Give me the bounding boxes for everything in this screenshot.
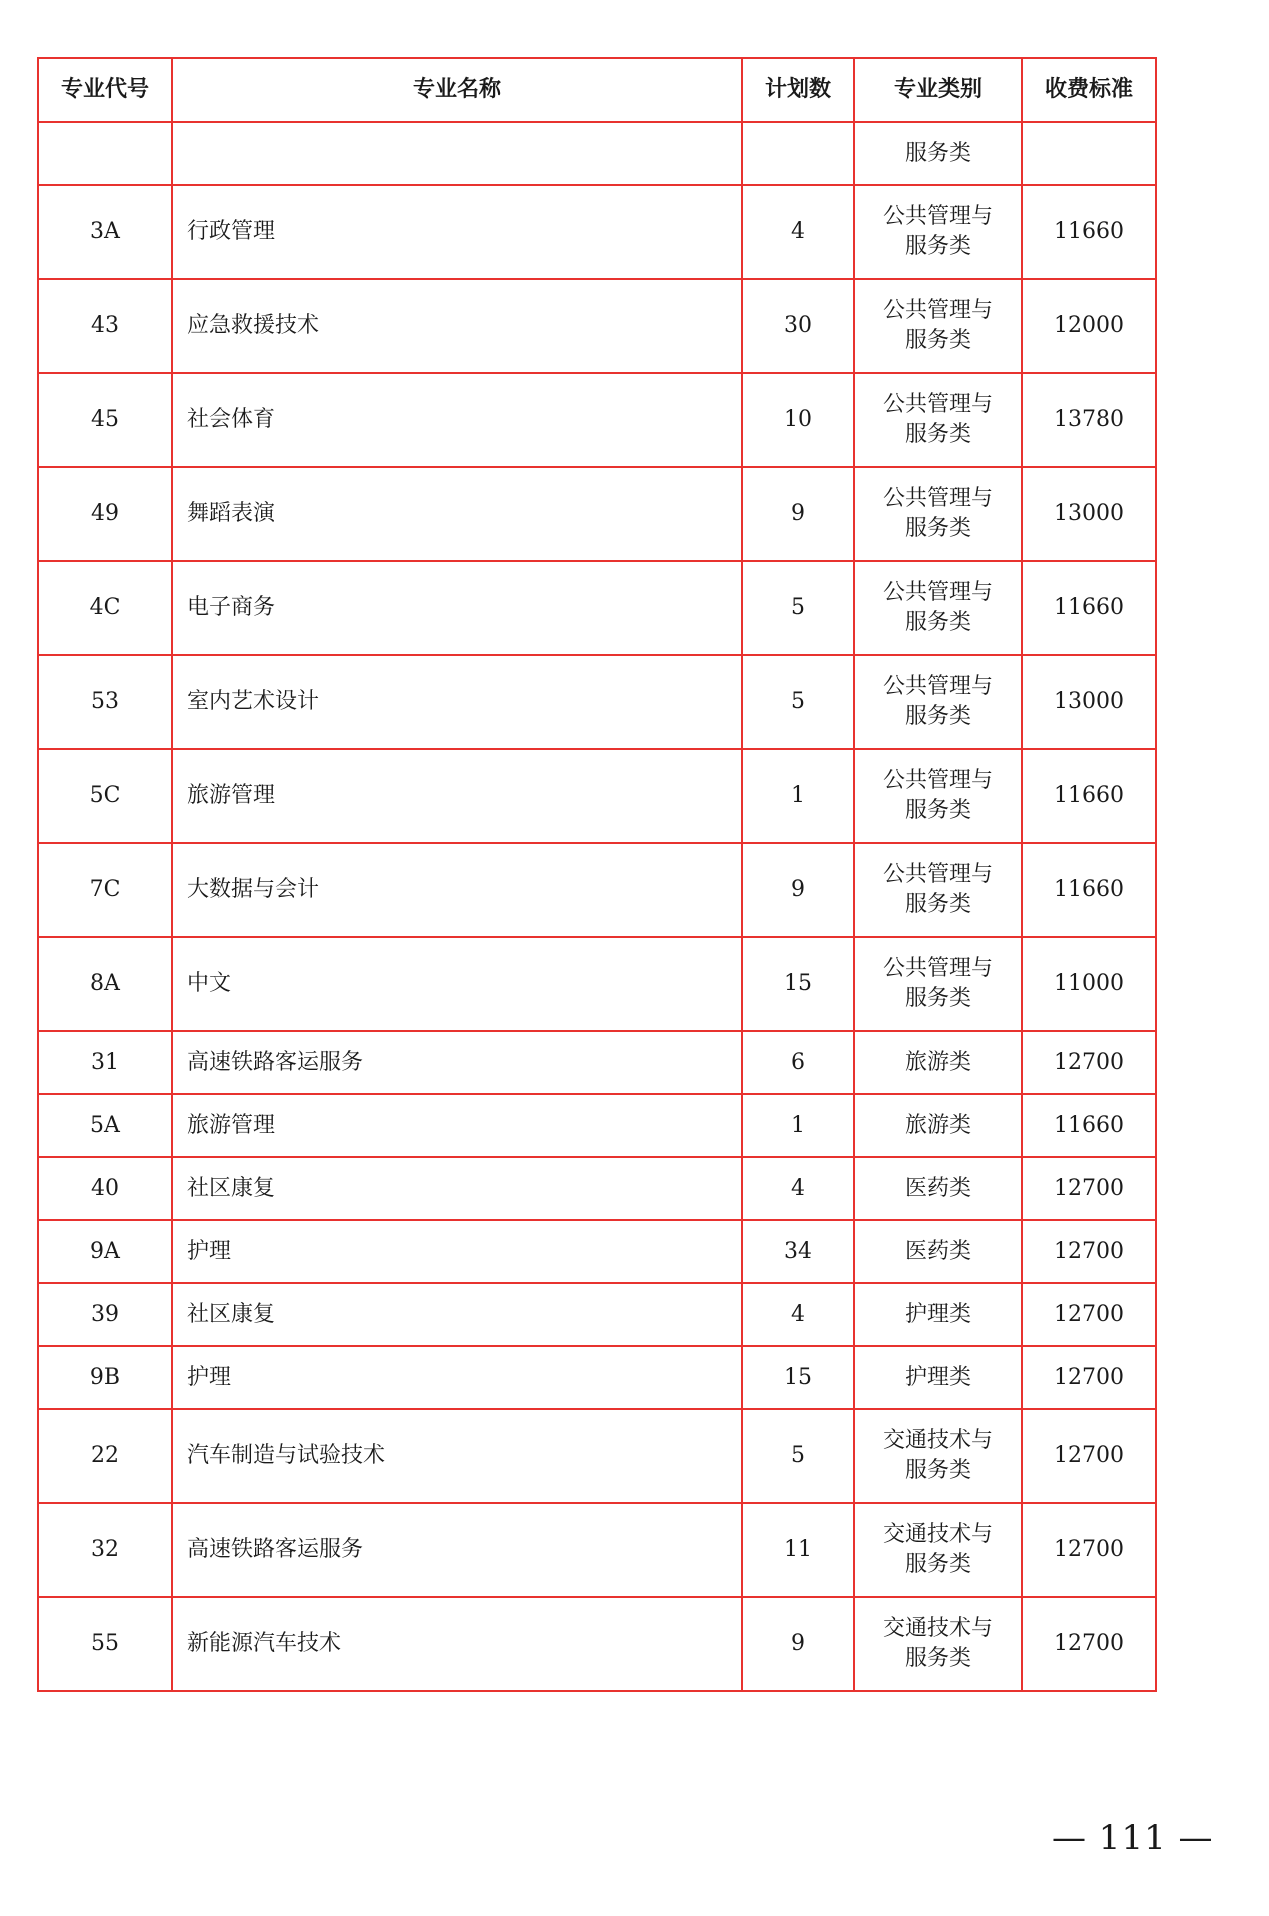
cell-category (854, 185, 1022, 279)
cell-code: 53 (38, 655, 172, 749)
cell-category (854, 749, 1022, 843)
cell-plan: 34 (742, 1220, 854, 1283)
cell-plan: 4 (742, 1157, 854, 1220)
table-row (38, 122, 1156, 185)
cell-code: 43 (38, 279, 172, 373)
category-line: 交通技术与 (882, 1522, 993, 1547)
category-line: 护理类 (904, 1301, 971, 1327)
category-line: 医药类 (904, 1238, 971, 1264)
category-line: 公共管理与 (882, 392, 993, 417)
category-line: 公共管理与 (882, 298, 993, 323)
table-row (38, 1031, 1156, 1094)
cell-name: 室内艺术设计 (172, 655, 742, 749)
cell-name: 应急救援技术 (172, 279, 742, 373)
cell-name: 旅游管理 (172, 749, 742, 843)
category-line: 服务类 (904, 1552, 971, 1577)
cell-plan (742, 122, 854, 185)
cell-category (854, 561, 1022, 655)
cell-plan: 9 (742, 843, 854, 937)
table-row (38, 1597, 1156, 1691)
cell-category (854, 1409, 1022, 1503)
table-row (38, 655, 1156, 749)
cell-fee: 12700 (1022, 1283, 1156, 1346)
table-row (38, 1409, 1156, 1503)
header-category: 专业类别 (854, 58, 1022, 122)
cell-plan: 5 (742, 1409, 854, 1503)
cell-fee: 12700 (1022, 1597, 1156, 1691)
category-line: 服务类 (904, 704, 971, 729)
cell-plan: 5 (742, 561, 854, 655)
header-code: 专业代号 (38, 58, 172, 122)
table-row (38, 1283, 1156, 1346)
cell-name: 社区康复 (172, 1283, 742, 1346)
cell-name: 新能源汽车技术 (172, 1597, 742, 1691)
category-line: 服务类 (904, 986, 971, 1011)
cell-category (854, 467, 1022, 561)
category-line: 旅游类 (904, 1049, 971, 1075)
cell-fee: 13000 (1022, 655, 1156, 749)
cell-name (172, 122, 742, 185)
cell-code: 40 (38, 1157, 172, 1220)
category-line: 公共管理与 (882, 768, 993, 793)
cell-category (854, 655, 1022, 749)
cell-fee: 11660 (1022, 843, 1156, 937)
category-line: 公共管理与 (882, 580, 993, 605)
cell-code: 22 (38, 1409, 172, 1503)
table-row (38, 1157, 1156, 1220)
cell-plan: 15 (742, 1346, 854, 1409)
cell-category (854, 1503, 1022, 1597)
cell-plan: 1 (742, 749, 854, 843)
table-row (38, 185, 1156, 279)
table-row (38, 1346, 1156, 1409)
cell-code: 9A (38, 1220, 172, 1283)
cell-code: 5A (38, 1094, 172, 1157)
cell-plan: 10 (742, 373, 854, 467)
cell-fee: 11660 (1022, 1094, 1156, 1157)
table-row (38, 1094, 1156, 1157)
table-row (38, 937, 1156, 1031)
category-line: 公共管理与 (882, 674, 993, 699)
category-line: 公共管理与 (882, 486, 993, 511)
cell-plan: 6 (742, 1031, 854, 1094)
table-row (38, 279, 1156, 373)
table-row (38, 749, 1156, 843)
category-line: 服务类 (904, 422, 971, 447)
category-line: 服务类 (904, 516, 971, 541)
cell-fee: 13780 (1022, 373, 1156, 467)
cell-fee: 11660 (1022, 185, 1156, 279)
cell-plan: 15 (742, 937, 854, 1031)
cell-category (854, 373, 1022, 467)
category-line: 交通技术与 (882, 1428, 993, 1453)
cell-name: 旅游管理 (172, 1094, 742, 1157)
cell-name: 汽车制造与试验技术 (172, 1409, 742, 1503)
cell-name: 护理 (172, 1346, 742, 1409)
cell-category (854, 1346, 1022, 1409)
cell-code: 39 (38, 1283, 172, 1346)
table-row (38, 373, 1156, 467)
cell-code: 4C (38, 561, 172, 655)
cell-code: 9B (38, 1346, 172, 1409)
cell-name: 高速铁路客运服务 (172, 1031, 742, 1094)
cell-fee: 13000 (1022, 467, 1156, 561)
cell-category (854, 843, 1022, 937)
category-line: 服务类 (904, 610, 971, 635)
cell-name: 护理 (172, 1220, 742, 1283)
cell-category (854, 1283, 1022, 1346)
cell-name: 社会体育 (172, 373, 742, 467)
category-line: 服务类 (904, 798, 971, 823)
category-line: 服务类 (904, 892, 971, 917)
cell-code: 55 (38, 1597, 172, 1691)
cell-plan: 9 (742, 467, 854, 561)
table-row (38, 561, 1156, 655)
header-fee: 收费标准 (1022, 58, 1156, 122)
cell-category (854, 1597, 1022, 1691)
cell-fee: 11660 (1022, 561, 1156, 655)
category-line: 服务类 (904, 328, 971, 353)
table-row (38, 467, 1156, 561)
cell-plan: 4 (742, 1283, 854, 1346)
cell-code: 8A (38, 937, 172, 1031)
header-name: 专业名称 (172, 58, 742, 122)
cell-fee: 11000 (1022, 937, 1156, 1031)
cell-code (38, 122, 172, 185)
table-row (38, 1503, 1156, 1597)
table-header-row (38, 58, 1156, 122)
cell-plan: 4 (742, 185, 854, 279)
cell-plan: 30 (742, 279, 854, 373)
category-line: 服务类 (904, 234, 971, 259)
cell-name: 电子商务 (172, 561, 742, 655)
cell-name: 大数据与会计 (172, 843, 742, 937)
cell-code: 3A (38, 185, 172, 279)
header-plan: 计划数 (742, 58, 854, 122)
category-line: 旅游类 (904, 1112, 971, 1138)
cell-fee: 12700 (1022, 1220, 1156, 1283)
cell-category (854, 1157, 1022, 1220)
cell-fee: 12700 (1022, 1503, 1156, 1597)
category-line: 公共管理与 (882, 956, 993, 981)
cell-category (854, 122, 1022, 185)
cell-name: 中文 (172, 937, 742, 1031)
cell-category (854, 937, 1022, 1031)
category-line: 护理类 (904, 1364, 971, 1390)
cell-code: 49 (38, 467, 172, 561)
cell-code: 45 (38, 373, 172, 467)
cell-plan: 5 (742, 655, 854, 749)
cell-fee: 12700 (1022, 1409, 1156, 1503)
cell-code: 32 (38, 1503, 172, 1597)
cell-plan: 9 (742, 1597, 854, 1691)
category-line: 交通技术与 (882, 1616, 993, 1641)
cell-fee (1022, 122, 1156, 185)
cell-code: 7C (38, 843, 172, 937)
cell-plan: 11 (742, 1503, 854, 1597)
table-row (38, 843, 1156, 937)
table-body (38, 122, 1156, 1691)
cell-category (854, 1031, 1022, 1094)
cell-fee: 12700 (1022, 1157, 1156, 1220)
cell-category (854, 279, 1022, 373)
cell-code: 31 (38, 1031, 172, 1094)
cell-category (854, 1220, 1022, 1283)
cell-fee: 12700 (1022, 1031, 1156, 1094)
category-line: 服务类 (904, 1458, 971, 1483)
page-number: — 111 — (1052, 1818, 1214, 1858)
cell-category (854, 1094, 1022, 1157)
category-line: 服务类 (904, 140, 971, 166)
enrollment-plan-table (37, 57, 1157, 1692)
cell-plan: 1 (742, 1094, 854, 1157)
cell-fee: 12700 (1022, 1346, 1156, 1409)
category-line: 公共管理与 (882, 204, 993, 229)
table-row (38, 1220, 1156, 1283)
cell-name: 社区康复 (172, 1157, 742, 1220)
category-line: 医药类 (904, 1175, 971, 1201)
cell-fee: 11660 (1022, 749, 1156, 843)
cell-name: 高速铁路客运服务 (172, 1503, 742, 1597)
category-line: 服务类 (904, 1646, 971, 1671)
cell-name: 行政管理 (172, 185, 742, 279)
category-line: 公共管理与 (882, 862, 993, 887)
cell-fee: 12000 (1022, 279, 1156, 373)
cell-code: 5C (38, 749, 172, 843)
cell-name: 舞蹈表演 (172, 467, 742, 561)
